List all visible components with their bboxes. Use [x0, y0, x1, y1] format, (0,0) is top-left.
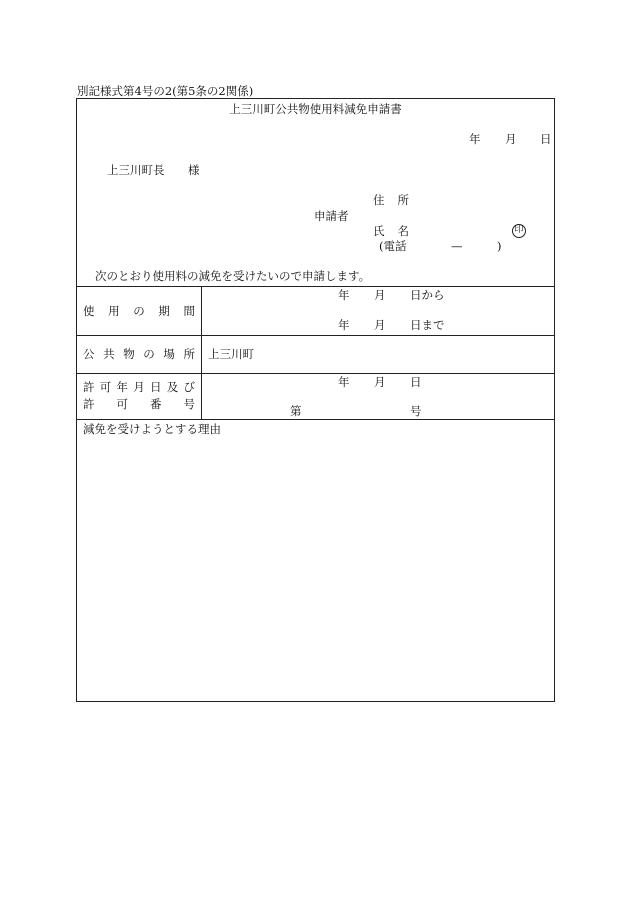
- application-form: [76, 98, 555, 702]
- applicant-label: 申請者: [314, 209, 349, 223]
- permit-date-day: 日: [410, 375, 422, 389]
- date-month-label: 月: [505, 132, 517, 146]
- row-divider: [77, 335, 554, 336]
- location-value: 上三川町: [208, 347, 254, 361]
- period-to-month: 月: [374, 318, 386, 332]
- date-day-label: 日: [540, 132, 552, 146]
- address-label: 住 所: [373, 193, 409, 207]
- phone-close: ): [497, 239, 502, 253]
- permit-label-line2: 許 可 番 号: [83, 397, 195, 411]
- permit-date-year: 年: [338, 375, 350, 389]
- permit-number-suffix: 号: [410, 404, 422, 418]
- form-title: 上三川町公共物使用料減免申請書: [229, 102, 402, 116]
- row-divider: [77, 373, 554, 374]
- seal-mark: 印: [512, 223, 526, 238]
- table-top-border: [77, 286, 554, 287]
- permit-date-month: 月: [374, 375, 386, 389]
- application-statement: 次のとおり使用料の減免を受けたいので申請します。: [95, 269, 371, 283]
- label-column-divider: [201, 286, 202, 419]
- reason-label: 減免を受けようとする理由: [83, 422, 221, 436]
- period-from-year: 年: [338, 288, 350, 302]
- addressee-honorific: 様: [188, 163, 200, 177]
- permit-number-prefix: 第: [290, 404, 302, 418]
- location-label: 公 共 物 の 場 所: [83, 347, 195, 361]
- phone-dash: —: [451, 239, 463, 253]
- period-label: 使 用 の 期 間: [83, 304, 195, 318]
- period-from-day: 日から: [410, 288, 445, 302]
- form-number: 別記様式第4号の2(第5条の2関係): [77, 84, 254, 98]
- row-divider: [77, 419, 554, 420]
- permit-label-line1: 許 可 年 月 日 及 び: [83, 380, 195, 394]
- addressee-name: 上三川町長: [107, 163, 165, 177]
- phone-open: (電話: [379, 239, 407, 253]
- period-from-month: 月: [374, 288, 386, 302]
- period-to-year: 年: [338, 318, 350, 332]
- period-to-day: 日まで: [410, 318, 445, 332]
- date-year-label: 年: [469, 132, 481, 146]
- name-label: 氏 名: [373, 224, 409, 238]
